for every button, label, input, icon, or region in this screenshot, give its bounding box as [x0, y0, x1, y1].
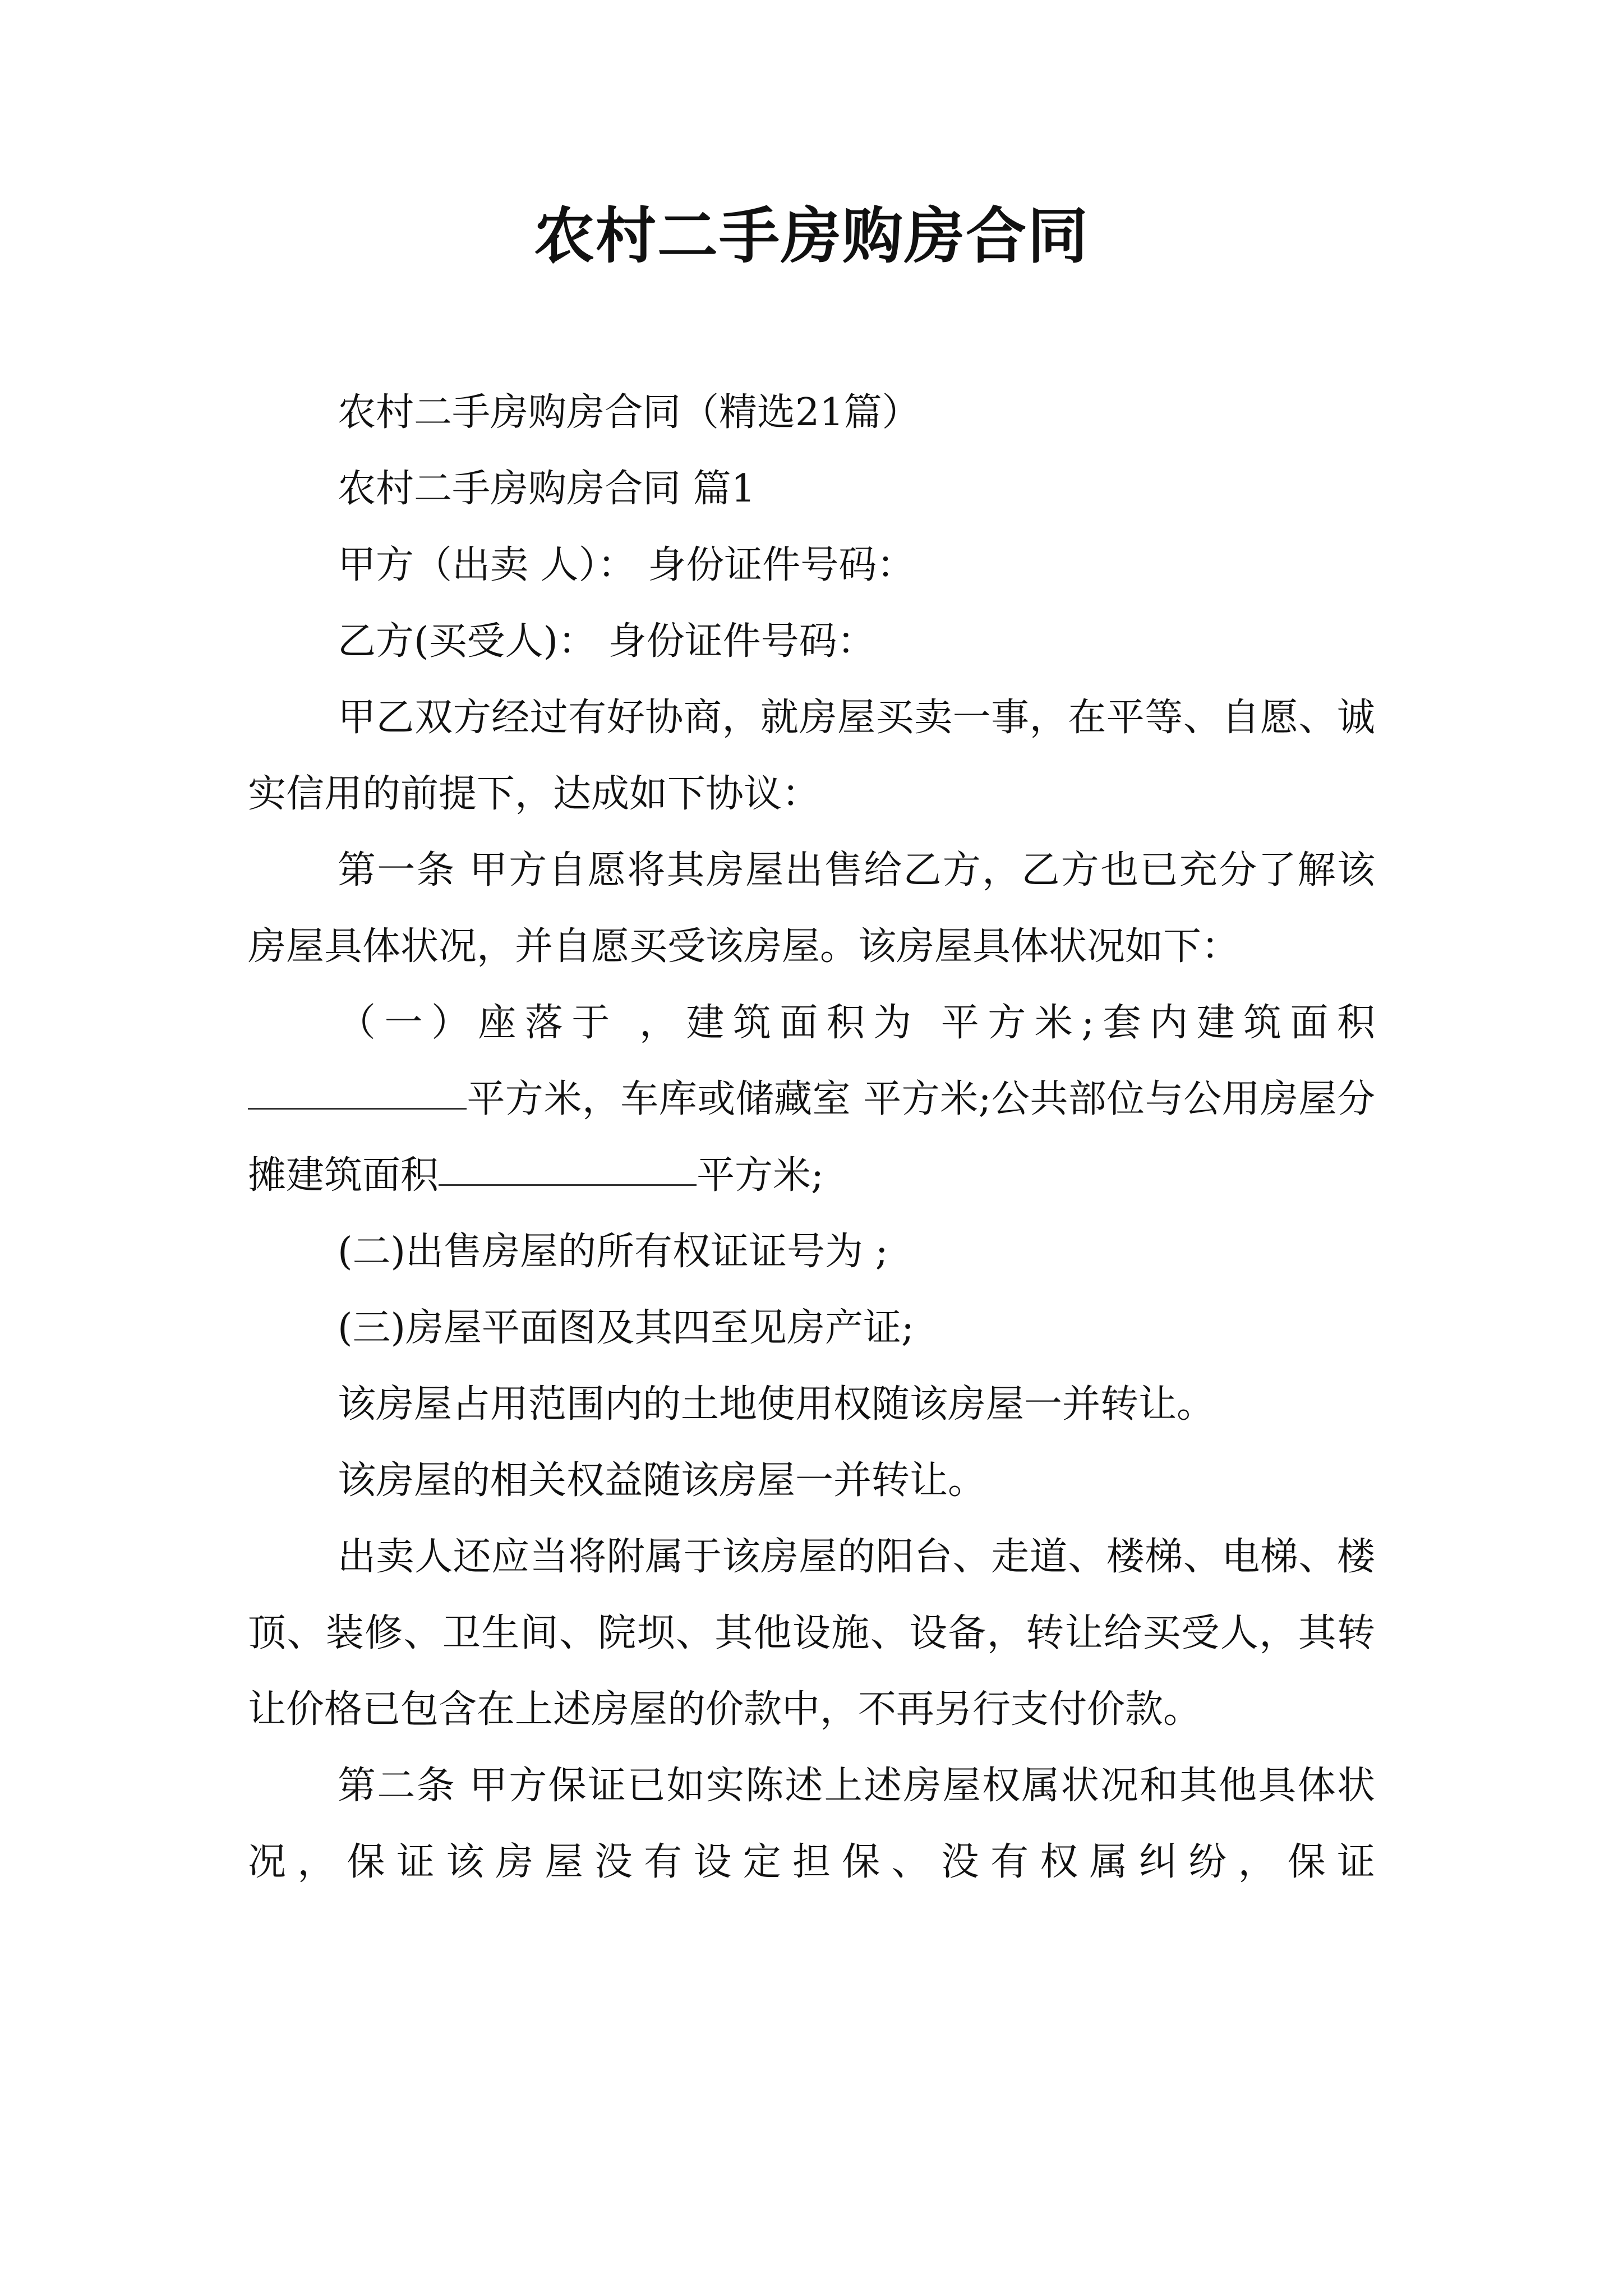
paragraph-section-heading: 农村二手房购房合同 篇1 [338, 467, 755, 511]
clause-one-text-1: （一）座落于 ，建筑面积为 平方米;套内建筑面积 [338, 1001, 1375, 1045]
paragraph-article-two: 第二条 甲方保证已如实陈述上述房屋权属状况和其他具体状况，保证该房屋没有设定担保、没有权属纠纷，保证 [248, 1764, 1375, 1884]
blank-underline [248, 1107, 467, 1110]
paragraph-land-use: 该房屋占用范围内的土地使用权随该房屋一并转让。 [338, 1382, 1215, 1427]
blank-underline [439, 1184, 697, 1186]
paragraph-clause-one-item [248, 985, 1375, 1214]
document-body [248, 375, 1375, 1901]
paragraph-party-b: 乙方(买受人)： 身份证件号码： [338, 619, 875, 664]
paragraph-clause-three-item: (三)房屋平面图及其四至见房产证; [338, 1306, 914, 1350]
paragraph-article-one: 第一条 甲方自愿将其房屋出售给乙方，乙方也已充分了解该房屋具体状况，并自愿买受该房屋。该房屋具体状况如下： [248, 848, 1375, 969]
clause-one-text-3: 平方米; [697, 1153, 824, 1198]
paragraph-clause-two-item: (二)出售房屋的所有权证证号为 ; [338, 1230, 888, 1274]
clause-one-text-2: 平方米，车库或储藏室 平方米;公共部位与公用房屋分摊建筑面积 [248, 1077, 1375, 1198]
paragraph-preamble: 甲乙双方经过有好协商，就房屋买卖一事，在平等、自愿、诚实信用的前提下，达成如下协议： [248, 696, 1375, 816]
paragraph-rights: 该房屋的相关权益随该房屋一并转让。 [338, 1458, 986, 1503]
paragraph-party-a: 甲方（出卖 人）： 身份证件号码： [338, 543, 915, 587]
paragraph-attachments: 出卖人还应当将附属于该房屋的阳台、走道、楼梯、电梯、楼顶、装修、卫生间、院坝、其他设施、设备，转让给买受人，其转让价格已包含在上述房屋的价款中，不再另行支付价款。 [248, 1535, 1375, 1732]
document-title: 农村二手房购房合同 [533, 201, 1089, 272]
paragraph-subtitle: 农村二手房购房合同（精选21篇） [338, 390, 920, 435]
